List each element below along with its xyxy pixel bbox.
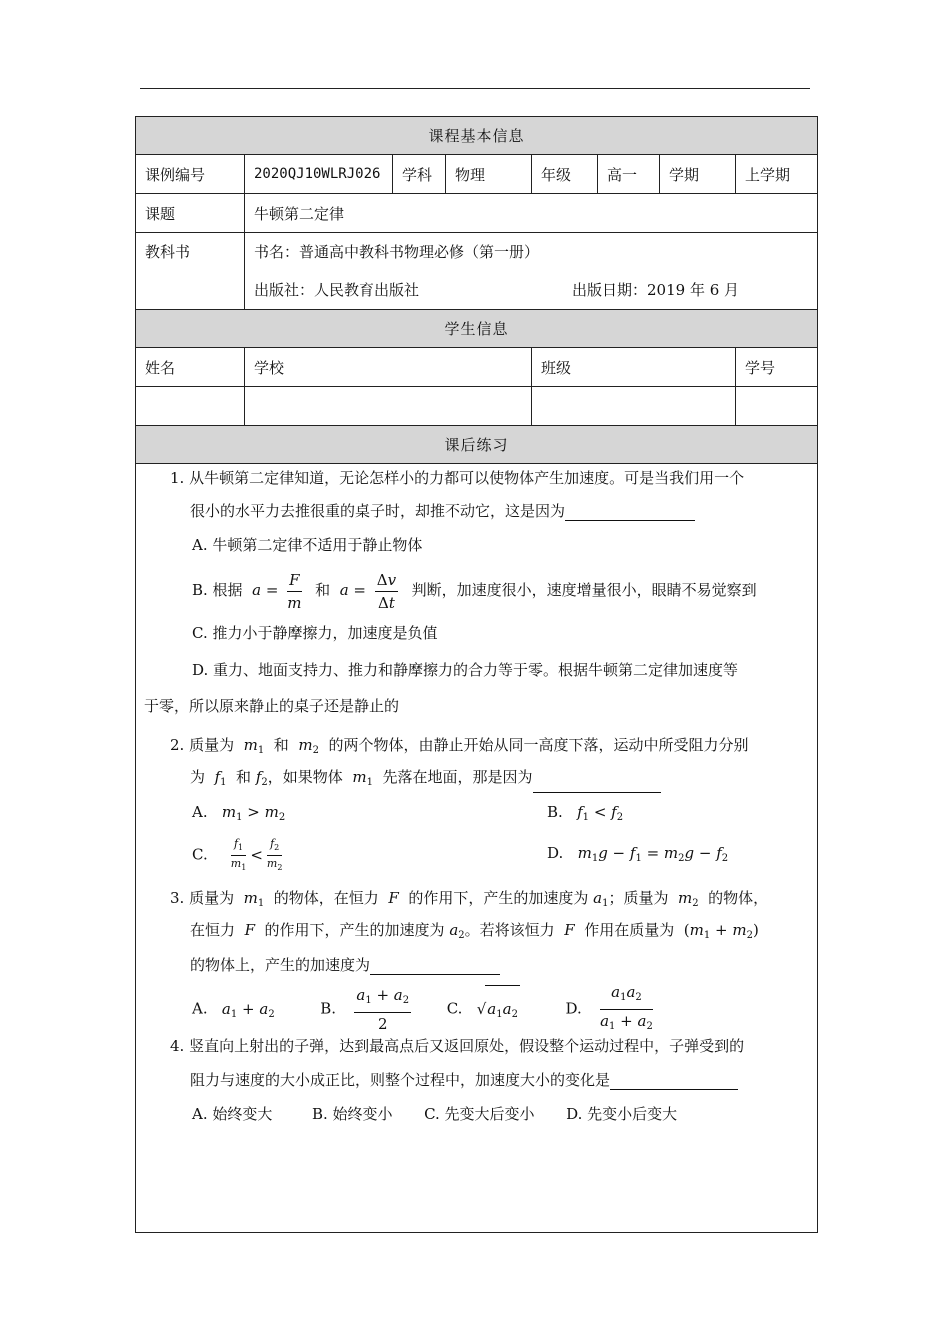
topic-label: 课题 xyxy=(136,194,245,233)
student-info-header: 学生信息 xyxy=(136,310,818,348)
grade-label: 年级 xyxy=(532,155,598,194)
q4-option-a: A. 始终变大 xyxy=(192,1105,273,1123)
pub-date: 出版日期：2019 年 6 月 xyxy=(572,281,740,299)
term-label: 学期 xyxy=(660,155,736,194)
formula-a-dv-dt: a = $\frac{\Delta v}{\Delta t}$ xyxy=(339,570,397,612)
q4-option-d: D. 先变小后变大 xyxy=(566,1105,678,1123)
subject-label: 学科 xyxy=(393,155,446,194)
q2-answer-blank[interactable] xyxy=(533,776,661,793)
q3-answer-blank[interactable] xyxy=(370,958,500,975)
q4-line2: 阻力与速度的大小成正比，则整个过程中，加速度大小的变化是 xyxy=(190,1070,738,1090)
q2-option-a: A. $m_1 > m_2$ xyxy=(192,803,286,823)
exercise-content xyxy=(136,459,816,1228)
q1-option-d-line2: 于零，所以原来静止的桌子还是静止的 xyxy=(144,697,400,715)
id-value: 2020QJ10WLRJ026 xyxy=(245,155,393,194)
q2-option-b: B. $f_1 < f_2$ xyxy=(547,803,624,823)
number-label: 学号 xyxy=(736,348,818,387)
class-label: 班级 xyxy=(532,348,736,387)
book-name: 书名：普通高中教科书物理必修（第一册） xyxy=(254,243,540,261)
exercise-header: 课后练习 xyxy=(136,426,818,464)
formula-a-f-m: a = $\frac{F}{m}$ xyxy=(247,570,302,612)
q3-line3: 的物体上，产生的加速度为 xyxy=(190,955,500,975)
q4-option-c: C. 先变大后变小 xyxy=(424,1105,535,1123)
school-label: 学校 xyxy=(245,348,532,387)
q3-options xyxy=(192,981,657,1038)
term-value: 上学期 xyxy=(736,155,818,194)
topic-value: 牛顿第二定律 xyxy=(245,194,818,233)
q1-option-c: C. 推力小于静摩擦力，加速度是负值 xyxy=(192,624,438,642)
name-label: 姓名 xyxy=(136,348,245,387)
q2-line2: 为 $f_1$ 和 $f_2$，如果物体 $m_1$ 先落在地面，那是因为 xyxy=(190,767,661,793)
subject-value: 物理 xyxy=(446,155,532,194)
q3-option-c: C. $√a_1a_2$ xyxy=(447,1000,520,1018)
course-info-header: 课程基本信息 xyxy=(136,117,818,155)
q1-option-b: B. 根据 a = $\frac{F}{m}$ 和 a = $\frac{\Delta v}{\Delta t}$ 判断，加速度很小，速度增量很小，眼睛不易觉察到 xyxy=(192,570,757,612)
id-label: 课例编号 xyxy=(136,155,245,194)
number-cell[interactable] xyxy=(736,387,818,426)
q1-option-d-line1: D. 重力、地面支持力、推力和静摩擦力的合力等于零。根据牛顿第二定律加速度等 xyxy=(192,661,739,679)
book-label: 教科书 xyxy=(136,233,245,310)
q4-answer-blank[interactable] xyxy=(610,1073,738,1090)
q2-line1: 2. 质量为 $m_1$ 和 $m_2$ 的两个物体，由静止开始从同一高度下落，运动中所受阻力分别 xyxy=(170,736,749,756)
top-rule xyxy=(140,88,810,89)
q2-option-d: D. $m_1g - f_1 = m_2g - f_2$ xyxy=(547,844,729,864)
q3-line2: 在恒力 F 的作用下，产生的加速度为 $a_2$。若将该恒力 F 作用在质量为 $(m_1 + m_2)$ xyxy=(190,921,759,941)
name-cell[interactable] xyxy=(136,387,245,426)
q4-line1: 4. 竖直向上射出的子弹，达到最高点后又返回原处，假设整个运动过程中，子弹受到的 xyxy=(170,1037,745,1055)
q1-line1: 1. 从牛顿第二定律知道，无论怎样小的力都可以使物体产生加速度。可是当我们用一个 xyxy=(170,469,745,487)
q3-option-d: D. $\frac{a_1a_2}{a_1 + a_2}$ xyxy=(565,983,653,1032)
q1-option-a: A. 牛顿第二定律不适用于静止物体 xyxy=(192,536,423,554)
book-details xyxy=(245,233,818,310)
grade-value: 高一 xyxy=(598,155,660,194)
q1-answer-blank[interactable] xyxy=(565,504,695,521)
q3-option-b: B. $\frac{a_1 + a_2}{2}$ xyxy=(320,986,410,1033)
q2-option-c: C. $\frac{f_1}{m_1}$ < $\frac{f_2}{m_2}$ xyxy=(192,837,283,872)
q3-option-a: A. $a_1 + a_2$ xyxy=(192,999,275,1020)
school-cell[interactable] xyxy=(245,387,532,426)
q1-line2: 很小的水平力去推很重的桌子时，却推不动它，这是因为 xyxy=(190,501,695,521)
q4-options xyxy=(192,1104,677,1124)
publisher: 出版社：人民教育出版社 xyxy=(254,281,420,299)
class-cell[interactable] xyxy=(532,387,736,426)
q4-option-b: B. 始终变小 xyxy=(311,1105,393,1123)
q3-line1: 3. 质量为 $m_1$ 的物体，在恒力 F 的作用下，产生的加速度为 $a_1$；质量为 $m_2$ 的物体， xyxy=(170,889,769,909)
